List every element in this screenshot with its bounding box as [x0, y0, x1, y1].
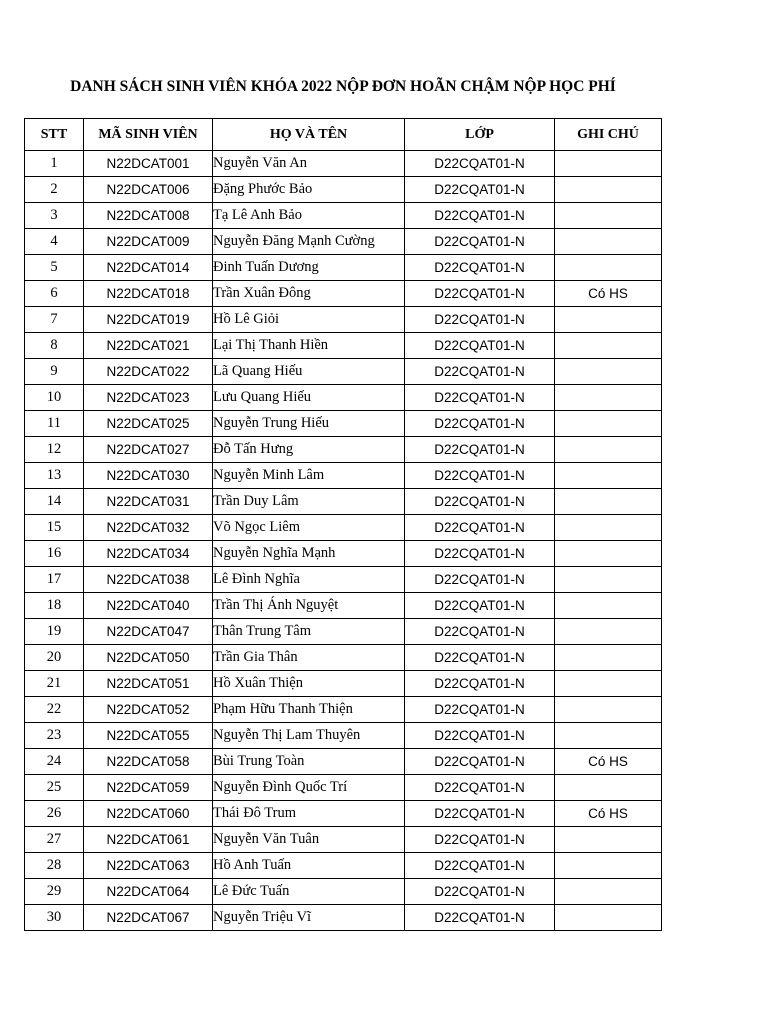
note-cell: [555, 853, 662, 879]
table-row: [25, 177, 662, 203]
table-row: [25, 203, 662, 229]
class-cell: D22CQAT01-N: [405, 853, 555, 879]
stt-cell: 17: [25, 567, 84, 593]
stt-cell: 11: [25, 411, 84, 437]
class-cell: D22CQAT01-N: [405, 203, 555, 229]
note-cell: [555, 255, 662, 281]
class-cell: D22CQAT01-N: [405, 359, 555, 385]
header-note: GHI CHÚ: [555, 119, 662, 151]
note-cell: [555, 307, 662, 333]
note-cell: [555, 827, 662, 853]
stt-cell: 14: [25, 489, 84, 515]
table-row: [25, 567, 662, 593]
full-name-cell: Nguyễn Đăng Mạnh Cường: [213, 229, 405, 255]
table-row: [25, 385, 662, 411]
stt-cell: 12: [25, 437, 84, 463]
note-cell: [555, 385, 662, 411]
class-cell: D22CQAT01-N: [405, 489, 555, 515]
class-cell: D22CQAT01-N: [405, 905, 555, 931]
table-row: [25, 749, 662, 775]
note-cell: [555, 723, 662, 749]
class-cell: D22CQAT01-N: [405, 697, 555, 723]
class-cell: D22CQAT01-N: [405, 463, 555, 489]
table-row: [25, 515, 662, 541]
table-row: [25, 281, 662, 307]
class-cell: D22CQAT01-N: [405, 385, 555, 411]
student-id-cell: N22DCAT067: [84, 905, 213, 931]
student-id-cell: N22DCAT040: [84, 593, 213, 619]
full-name-cell: Nguyễn Minh Lâm: [213, 463, 405, 489]
full-name-cell: Thân Trung Tâm: [213, 619, 405, 645]
class-cell: D22CQAT01-N: [405, 827, 555, 853]
note-cell: [555, 437, 662, 463]
class-cell: D22CQAT01-N: [405, 333, 555, 359]
class-cell: D22CQAT01-N: [405, 177, 555, 203]
stt-cell: 7: [25, 307, 84, 333]
student-id-cell: N22DCAT061: [84, 827, 213, 853]
note-cell: [555, 619, 662, 645]
student-id-cell: N22DCAT018: [84, 281, 213, 307]
full-name-cell: Tạ Lê Anh Bảo: [213, 203, 405, 229]
full-name-cell: Trần Xuân Đông: [213, 281, 405, 307]
stt-cell: 5: [25, 255, 84, 281]
table-body: [25, 151, 662, 931]
class-cell: D22CQAT01-N: [405, 411, 555, 437]
full-name-cell: Thái Đô Trum: [213, 801, 405, 827]
note-cell: [555, 697, 662, 723]
table-row: [25, 619, 662, 645]
table-row: [25, 541, 662, 567]
class-cell: D22CQAT01-N: [405, 151, 555, 177]
class-cell: D22CQAT01-N: [405, 255, 555, 281]
note-cell: [555, 541, 662, 567]
note-cell: [555, 333, 662, 359]
table-row: [25, 775, 662, 801]
header-stt: STT: [25, 119, 84, 151]
document-title: DANH SÁCH SINH VIÊN KHÓA 2022 NỘP ĐƠN HOÃN CHẬM NỘP HỌC PHÍ: [70, 78, 616, 95]
student-id-cell: N22DCAT058: [84, 749, 213, 775]
student-id-cell: N22DCAT019: [84, 307, 213, 333]
table-row: [25, 411, 662, 437]
stt-cell: 10: [25, 385, 84, 411]
note-cell: [555, 177, 662, 203]
header-full-name: HỌ VÀ TÊN: [213, 119, 405, 151]
table-row: [25, 697, 662, 723]
note-cell: [555, 775, 662, 801]
table-row: [25, 307, 662, 333]
full-name-cell: Trần Duy Lâm: [213, 489, 405, 515]
student-id-cell: N22DCAT055: [84, 723, 213, 749]
student-id-cell: N22DCAT063: [84, 853, 213, 879]
stt-cell: 1: [25, 151, 84, 177]
student-id-cell: N22DCAT059: [84, 775, 213, 801]
student-id-cell: N22DCAT023: [84, 385, 213, 411]
student-id-cell: N22DCAT027: [84, 437, 213, 463]
class-cell: D22CQAT01-N: [405, 723, 555, 749]
full-name-cell: Nguyễn Triệu Vĩ: [213, 905, 405, 931]
full-name-cell: Nguyễn Nghĩa Mạnh: [213, 541, 405, 567]
class-cell: D22CQAT01-N: [405, 437, 555, 463]
stt-cell: 25: [25, 775, 84, 801]
full-name-cell: Hồ Anh Tuấn: [213, 853, 405, 879]
class-cell: D22CQAT01-N: [405, 801, 555, 827]
student-id-cell: N22DCAT032: [84, 515, 213, 541]
table-row: [25, 463, 662, 489]
note-cell: [555, 359, 662, 385]
full-name-cell: Bùi Trung Toàn: [213, 749, 405, 775]
full-name-cell: Hồ Lê Giỏi: [213, 307, 405, 333]
student-id-cell: N22DCAT038: [84, 567, 213, 593]
student-id-cell: N22DCAT064: [84, 879, 213, 905]
full-name-cell: Lại Thị Thanh Hiền: [213, 333, 405, 359]
header-class: LỚP: [405, 119, 555, 151]
full-name-cell: Lưu Quang Hiếu: [213, 385, 405, 411]
table-row: [25, 827, 662, 853]
full-name-cell: Đặng Phước Bảo: [213, 177, 405, 203]
stt-cell: 30: [25, 905, 84, 931]
table-row: [25, 645, 662, 671]
class-cell: D22CQAT01-N: [405, 775, 555, 801]
stt-cell: 20: [25, 645, 84, 671]
class-cell: D22CQAT01-N: [405, 541, 555, 567]
student-id-cell: N22DCAT050: [84, 645, 213, 671]
table-row: [25, 905, 662, 931]
table-row: [25, 879, 662, 905]
student-id-cell: N22DCAT022: [84, 359, 213, 385]
note-cell: [555, 905, 662, 931]
stt-cell: 27: [25, 827, 84, 853]
student-id-cell: N22DCAT014: [84, 255, 213, 281]
class-cell: D22CQAT01-N: [405, 229, 555, 255]
table-row: [25, 593, 662, 619]
stt-cell: 21: [25, 671, 84, 697]
full-name-cell: Nguyễn Văn An: [213, 151, 405, 177]
stt-cell: 28: [25, 853, 84, 879]
full-name-cell: Lê Đình Nghĩa: [213, 567, 405, 593]
note-cell: Có HS: [555, 749, 662, 775]
class-cell: D22CQAT01-N: [405, 619, 555, 645]
stt-cell: 16: [25, 541, 84, 567]
note-cell: [555, 151, 662, 177]
full-name-cell: Trần Thị Ánh Nguyệt: [213, 593, 405, 619]
table-row: [25, 359, 662, 385]
stt-cell: 19: [25, 619, 84, 645]
note-cell: [555, 645, 662, 671]
student-id-cell: N22DCAT034: [84, 541, 213, 567]
stt-cell: 22: [25, 697, 84, 723]
student-id-cell: N22DCAT030: [84, 463, 213, 489]
stt-cell: 18: [25, 593, 84, 619]
stt-cell: 15: [25, 515, 84, 541]
full-name-cell: Lê Đức Tuấn: [213, 879, 405, 905]
full-name-cell: Hồ Xuân Thiện: [213, 671, 405, 697]
note-cell: Có HS: [555, 801, 662, 827]
student-id-cell: N22DCAT025: [84, 411, 213, 437]
note-cell: [555, 489, 662, 515]
note-cell: [555, 879, 662, 905]
full-name-cell: Đinh Tuấn Dương: [213, 255, 405, 281]
stt-cell: 2: [25, 177, 84, 203]
student-table: [24, 118, 662, 931]
class-cell: D22CQAT01-N: [405, 645, 555, 671]
note-cell: [555, 463, 662, 489]
full-name-cell: Võ Ngọc Liêm: [213, 515, 405, 541]
note-cell: [555, 411, 662, 437]
note-cell: Có HS: [555, 281, 662, 307]
note-cell: [555, 203, 662, 229]
class-cell: D22CQAT01-N: [405, 593, 555, 619]
student-id-cell: N22DCAT009: [84, 229, 213, 255]
class-cell: D22CQAT01-N: [405, 749, 555, 775]
stt-cell: 3: [25, 203, 84, 229]
full-name-cell: Phạm Hữu Thanh Thiện: [213, 697, 405, 723]
class-cell: D22CQAT01-N: [405, 879, 555, 905]
table-header-row: [25, 119, 662, 151]
note-cell: [555, 567, 662, 593]
full-name-cell: Lã Quang Hiếu: [213, 359, 405, 385]
stt-cell: 24: [25, 749, 84, 775]
full-name-cell: Đỗ Tấn Hưng: [213, 437, 405, 463]
table-row: [25, 801, 662, 827]
full-name-cell: Nguyễn Thị Lam Thuyên: [213, 723, 405, 749]
table-row: [25, 437, 662, 463]
student-id-cell: N22DCAT001: [84, 151, 213, 177]
student-id-cell: N22DCAT051: [84, 671, 213, 697]
stt-cell: 26: [25, 801, 84, 827]
table-row: [25, 333, 662, 359]
note-cell: [555, 515, 662, 541]
table-row: [25, 853, 662, 879]
note-cell: [555, 593, 662, 619]
student-id-cell: N22DCAT060: [84, 801, 213, 827]
student-id-cell: N22DCAT047: [84, 619, 213, 645]
table-row: [25, 489, 662, 515]
stt-cell: 8: [25, 333, 84, 359]
table-row: [25, 671, 662, 697]
stt-cell: 29: [25, 879, 84, 905]
class-cell: D22CQAT01-N: [405, 281, 555, 307]
table-row: [25, 723, 662, 749]
stt-cell: 13: [25, 463, 84, 489]
full-name-cell: Nguyễn Văn Tuân: [213, 827, 405, 853]
full-name-cell: Nguyễn Trung Hiếu: [213, 411, 405, 437]
table-row: [25, 151, 662, 177]
header-student-id: MÃ SINH VIÊN: [84, 119, 213, 151]
stt-cell: 6: [25, 281, 84, 307]
full-name-cell: Nguyễn Đình Quốc Trí: [213, 775, 405, 801]
note-cell: [555, 229, 662, 255]
student-id-cell: N22DCAT052: [84, 697, 213, 723]
stt-cell: 23: [25, 723, 84, 749]
class-cell: D22CQAT01-N: [405, 307, 555, 333]
student-id-cell: N22DCAT006: [84, 177, 213, 203]
student-id-cell: N22DCAT031: [84, 489, 213, 515]
full-name-cell: Trần Gia Thân: [213, 645, 405, 671]
note-cell: [555, 671, 662, 697]
class-cell: D22CQAT01-N: [405, 567, 555, 593]
table-row: [25, 229, 662, 255]
student-id-cell: N22DCAT021: [84, 333, 213, 359]
table-row: [25, 255, 662, 281]
student-id-cell: N22DCAT008: [84, 203, 213, 229]
stt-cell: 9: [25, 359, 84, 385]
class-cell: D22CQAT01-N: [405, 671, 555, 697]
stt-cell: 4: [25, 229, 84, 255]
class-cell: D22CQAT01-N: [405, 515, 555, 541]
